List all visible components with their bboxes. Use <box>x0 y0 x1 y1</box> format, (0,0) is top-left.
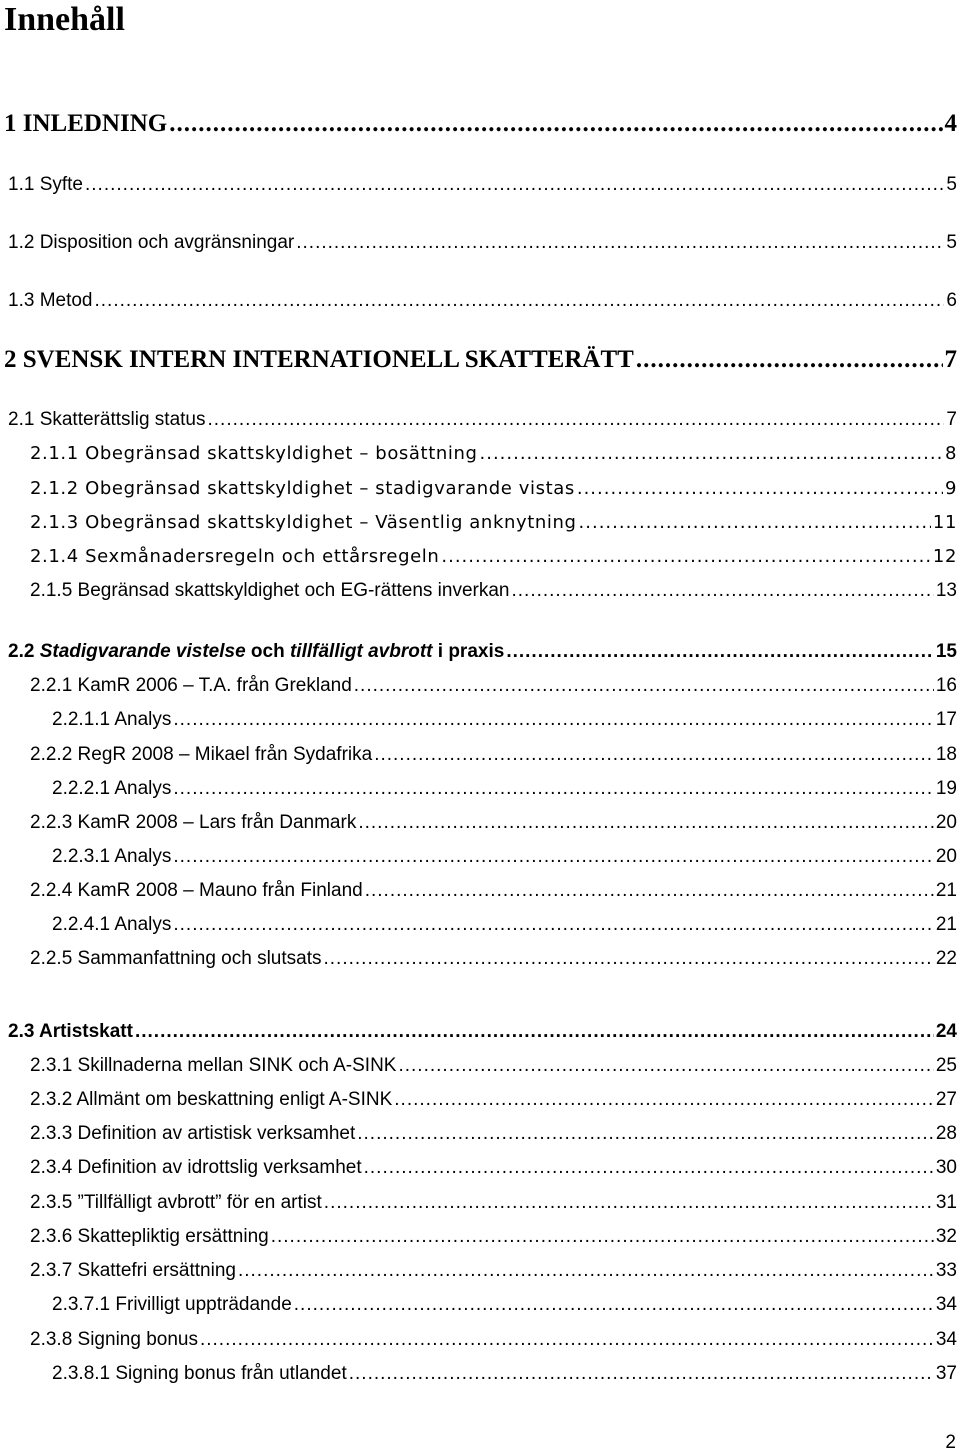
toc-page-number: 21 <box>935 914 957 935</box>
toc-label-italic-1: Stadigvarande vistelse <box>39 641 246 662</box>
dot-leader <box>577 474 943 504</box>
dot-leader <box>173 705 933 735</box>
toc-page-number: 25 <box>935 1055 957 1076</box>
toc-label-mid: och <box>245 641 290 662</box>
toc-page-number: 16 <box>935 675 957 696</box>
toc-entry-label: 2.3.7.1 Frivilligt uppträdande <box>52 1294 292 1315</box>
dot-leader <box>511 576 933 606</box>
dot-leader <box>296 228 944 258</box>
toc-entry-2-3-artistskatt[interactable] <box>8 1017 957 1047</box>
toc-page-number: 32 <box>935 1226 957 1247</box>
dot-leader <box>506 637 934 667</box>
toc-entry-label: 1.1 Syfte <box>8 174 83 195</box>
toc-entry-1-inledning[interactable] <box>4 109 957 139</box>
toc-entry-1-1-syfte[interactable] <box>8 170 957 200</box>
dot-leader <box>173 910 933 940</box>
dot-leader <box>173 774 933 804</box>
toc-page-number: 33 <box>935 1260 957 1281</box>
toc-entry-2-3-5[interactable] <box>30 1188 957 1218</box>
toc-entry-1-2-disposition[interactable] <box>8 228 957 258</box>
toc-entry-2-2-4[interactable] <box>30 876 957 906</box>
toc-entry-label: 2.3.7 Skattefri ersättning <box>30 1260 236 1281</box>
toc-entry-label: 1.3 Metod <box>8 290 93 311</box>
dot-leader <box>135 1017 934 1047</box>
toc-page-number: 34 <box>935 1329 957 1350</box>
toc-entry-2-3-2[interactable] <box>30 1085 957 1115</box>
toc-label-italic-2: tillfälligt avbrott <box>289 641 433 662</box>
toc-entry-label: 2.3.2 Allmänt om beskattning enligt A-SINK <box>30 1089 393 1110</box>
toc-entry-2-2-2-1[interactable] <box>52 774 957 804</box>
toc-page-number: 34 <box>935 1294 957 1315</box>
toc-page-number: 7 <box>946 409 957 430</box>
dot-leader <box>374 740 934 770</box>
toc-entry-2-3-1[interactable] <box>30 1051 957 1081</box>
dot-leader <box>398 1051 933 1081</box>
toc-entry-label: 2.1.2 Obegränsad skattskyldighet – stadigvarande vistas <box>30 478 575 499</box>
toc-page-number: 19 <box>935 778 957 799</box>
toc-entry-2-2-1-1[interactable] <box>52 705 957 735</box>
dot-leader <box>95 286 945 316</box>
toc-entry-label: 2.3 Artistskatt <box>8 1021 133 1042</box>
toc-entry-2-1-skatterattslig-status[interactable] <box>8 405 957 435</box>
toc-page-number: 5 <box>946 174 957 195</box>
toc-entry-2-3-7-1[interactable] <box>52 1290 957 1320</box>
toc-page-number: 6 <box>946 290 957 311</box>
dot-leader <box>354 671 934 701</box>
toc-entry-2-2-4-1[interactable] <box>52 910 957 940</box>
page-title: Innehåll <box>4 1 125 38</box>
toc-page-number: 31 <box>935 1192 957 1213</box>
dot-leader <box>200 1325 934 1355</box>
toc-entry-2-3-8-1[interactable] <box>52 1359 957 1389</box>
toc-entry-label: 2.2.3 KamR 2008 – Lars från Danmark <box>30 812 357 833</box>
toc-entry-label: 2.3.1 Skillnaderna mellan SINK och A-SINK <box>30 1055 397 1076</box>
dot-leader <box>238 1256 934 1286</box>
toc-entry-2-2-3[interactable] <box>30 808 957 838</box>
dot-leader <box>364 1153 934 1183</box>
toc-entry-label: 2.1.4 Sexmånadersregeln och ettårsregeln <box>30 546 440 567</box>
toc-entry-label: 2.2.1.1 Analys <box>52 709 172 730</box>
toc-entry-label: 2.2.5 Sammanfattning och slutsats <box>30 948 322 969</box>
dot-leader <box>85 170 944 200</box>
toc-entry-label: 2.1.1 Obegränsad skattskyldighet – bosättning <box>30 443 478 464</box>
toc-entry-label: 2.3.8 Signing bonus <box>30 1329 198 1350</box>
toc-entry-2-1-3[interactable] <box>30 508 957 538</box>
toc-entry-2-3-8[interactable] <box>30 1325 957 1355</box>
toc-entry-label: 2.2.3.1 Analys <box>52 846 172 867</box>
dot-leader <box>394 1085 934 1115</box>
dot-leader <box>294 1290 934 1320</box>
toc-page-number: 20 <box>935 846 957 867</box>
toc-page-number: 21 <box>935 880 957 901</box>
toc-entry-2-3-4[interactable] <box>30 1153 957 1183</box>
dot-leader <box>579 508 931 538</box>
toc-page-number: 7 <box>944 346 957 373</box>
dot-leader <box>173 842 933 872</box>
toc-entry-2-2-5[interactable] <box>30 944 957 974</box>
toc-page-number: 30 <box>935 1157 957 1178</box>
toc-entry-label: 2.3.6 Skattepliktig ersättning <box>30 1226 269 1247</box>
dot-leader <box>324 1188 934 1218</box>
toc-entry-2-3-6[interactable] <box>30 1222 957 1252</box>
toc-entry-label: 2.3.5 ”Tillfälligt avbrott” för en artist <box>30 1192 322 1213</box>
toc-entry-2-3-3[interactable] <box>30 1119 957 1149</box>
toc-entry-label: 2.1.5 Begränsad skattskyldighet och EG-rättens inverkan <box>30 580 510 601</box>
toc-entry-2-3-7[interactable] <box>30 1256 957 1286</box>
toc-page-number: 5 <box>946 232 957 253</box>
toc-page-number: 27 <box>935 1089 957 1110</box>
toc-page-number: 17 <box>935 709 957 730</box>
dot-leader <box>357 1119 934 1149</box>
toc-page-number: 4 <box>944 110 957 137</box>
toc-page-number: 24 <box>935 1021 957 1042</box>
dot-leader <box>271 1222 934 1252</box>
toc-label-suffix: i praxis <box>432 641 505 662</box>
toc-entry-label: 2.3.8.1 Signing bonus från utlandet <box>52 1363 347 1384</box>
toc-entry-label: 2.3.3 Definition av artistisk verksamhet <box>30 1123 356 1144</box>
toc-entry-2-1-2[interactable] <box>30 474 957 504</box>
toc-page-number: 37 <box>935 1363 957 1384</box>
toc-entry-label: 1.2 Disposition och avgränsningar <box>8 232 295 253</box>
toc-entry-2-2-1[interactable] <box>30 671 957 701</box>
toc-entry-2-svensk-intern[interactable] <box>4 345 957 375</box>
toc-page-number: 8 <box>944 443 957 464</box>
dot-leader <box>365 876 934 906</box>
toc-entry-2-1-1[interactable] <box>30 439 957 469</box>
toc-entry-2-1-4[interactable] <box>30 542 957 572</box>
dot-leader <box>169 109 942 139</box>
toc-page-number: 18 <box>935 744 957 765</box>
toc-entry-label: 2 SVENSK INTERN INTERNATIONELL SKATTERÄTT <box>4 346 634 373</box>
toc-page-number: 12 <box>932 546 957 567</box>
toc-page-number: 11 <box>932 512 957 533</box>
toc-entry-label: 2.2.2 RegR 2008 – Mikael från Sydafrika <box>30 744 373 765</box>
toc-label-prefix: 2.2 <box>8 641 40 662</box>
dot-leader <box>358 808 934 838</box>
toc-entry-label: 1 INLEDNING <box>4 110 168 137</box>
toc-page-number: 9 <box>944 478 957 499</box>
toc-page-number: 22 <box>935 948 957 969</box>
toc-entry-label: 2.2.4.1 Analys <box>52 914 172 935</box>
dot-leader <box>480 439 943 469</box>
toc-page-number: 20 <box>935 812 957 833</box>
toc-entry-label: 2.1 Skatterättslig status <box>8 409 206 430</box>
toc-page-number: 13 <box>935 580 957 601</box>
toc-entry-label: 2.1.3 Obegränsad skattskyldighet – Väsentlig anknytning <box>30 512 577 533</box>
toc-entry-label: 2.2.2.1 Analys <box>52 778 172 799</box>
toc-entry-label: 2.3.4 Definition av idrottslig verksamhet <box>30 1157 362 1178</box>
toc-page-number: 28 <box>935 1123 957 1144</box>
toc-entry-label <box>8 637 504 667</box>
toc-entry-2-2-2[interactable] <box>30 740 957 770</box>
dot-leader <box>208 405 945 435</box>
dot-leader <box>441 542 931 572</box>
toc-entry-2-1-5[interactable] <box>30 576 957 606</box>
toc-entry-label: 2.2.1 KamR 2006 – T.A. från Grekland <box>30 675 352 696</box>
toc-entry-2-2-3-1[interactable] <box>52 842 957 872</box>
toc-entry-1-3-metod[interactable] <box>8 286 957 316</box>
toc-entry-2-2-stadigvarande-vistelse[interactable] <box>8 637 957 667</box>
toc-entry-label: 2.2.4 KamR 2008 – Mauno från Finland <box>30 880 363 901</box>
dot-leader <box>324 944 934 974</box>
page-number: 2 <box>945 1432 956 1453</box>
toc-page-number: 15 <box>935 641 957 662</box>
dot-leader <box>636 345 943 375</box>
dot-leader <box>349 1359 934 1389</box>
